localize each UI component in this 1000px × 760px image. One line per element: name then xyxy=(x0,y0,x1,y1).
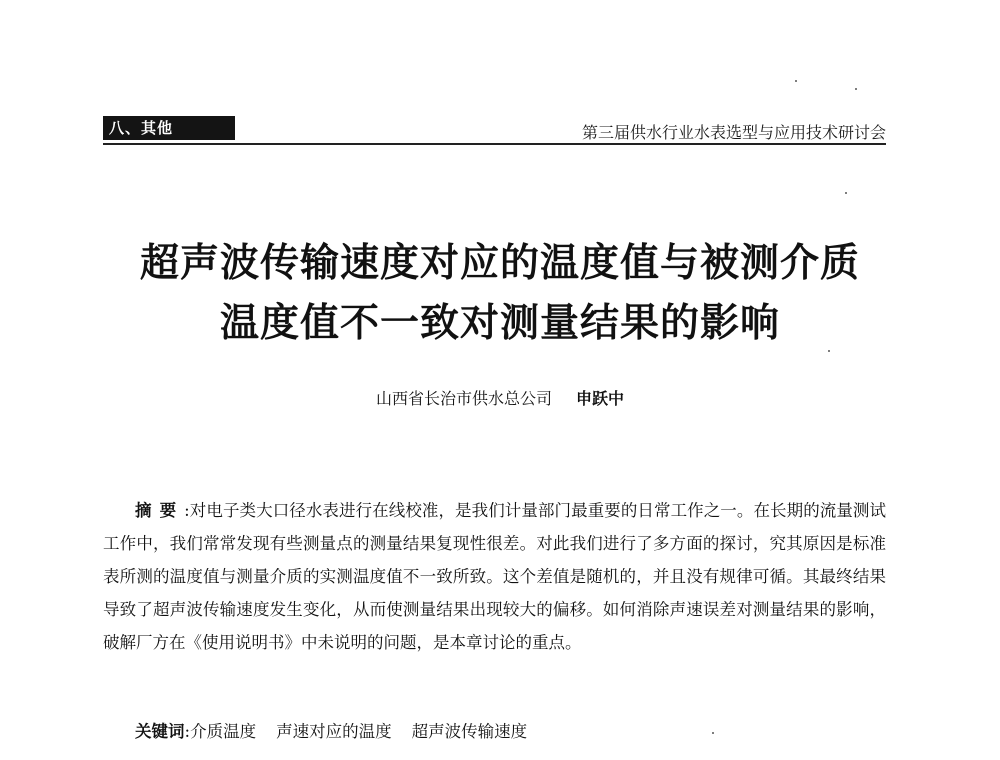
keywords-label: 关键词 xyxy=(135,722,185,741)
affiliation: 山西省长治市供水总公司 xyxy=(375,389,552,408)
abstract-text: 对电子类大口径水表进行在线校准，是我们计量部门最重要的日常工作之一。在长期的流量测试工作中，我们常常发现有些测量点的测量结果复现性很差。对此我们进行了多方面的探讨，究其原因是标准表所测的温度值与测量介质的实测温度值不一致所致。这个差值是随机的，并且没有规律可循。其最终结果导致了超声波传输速度发生变化，从而使测量结果出现较大的偏移。如何消除声速误差对测量结果的影响，破解厂方在《使用说明书》中未说明的问题，是本章讨论的重点。 xyxy=(103,501,886,652)
scan-speck xyxy=(712,732,714,734)
keywords-separator: : xyxy=(184,722,191,741)
scan-speck xyxy=(855,88,857,90)
scan-speck xyxy=(828,350,830,352)
abstract xyxy=(103,494,886,659)
scan-speck xyxy=(795,80,797,82)
scan-speck xyxy=(845,192,847,194)
keywords xyxy=(135,718,547,742)
section-logo: 八、其他 xyxy=(103,116,235,140)
abstract-label: 摘要 xyxy=(135,501,185,520)
paper-title-line-1: 超声波传输速度对应的温度值与被测介质 xyxy=(139,240,860,286)
abstract-separator: : xyxy=(184,501,190,520)
keyword-item: 介质温度 xyxy=(190,722,257,741)
paper-title-line-2: 温度值不一致对测量结果的影响 xyxy=(219,300,780,346)
keyword-item: 超声波传输速度 xyxy=(411,722,528,741)
keyword-item: 声速对应的温度 xyxy=(276,722,392,741)
byline xyxy=(0,386,1000,409)
conference-title: 第三届供水行业水表选型与应用技术研讨会 xyxy=(581,123,886,142)
header-rule xyxy=(103,143,886,145)
author-name: 申跃中 xyxy=(576,389,625,408)
